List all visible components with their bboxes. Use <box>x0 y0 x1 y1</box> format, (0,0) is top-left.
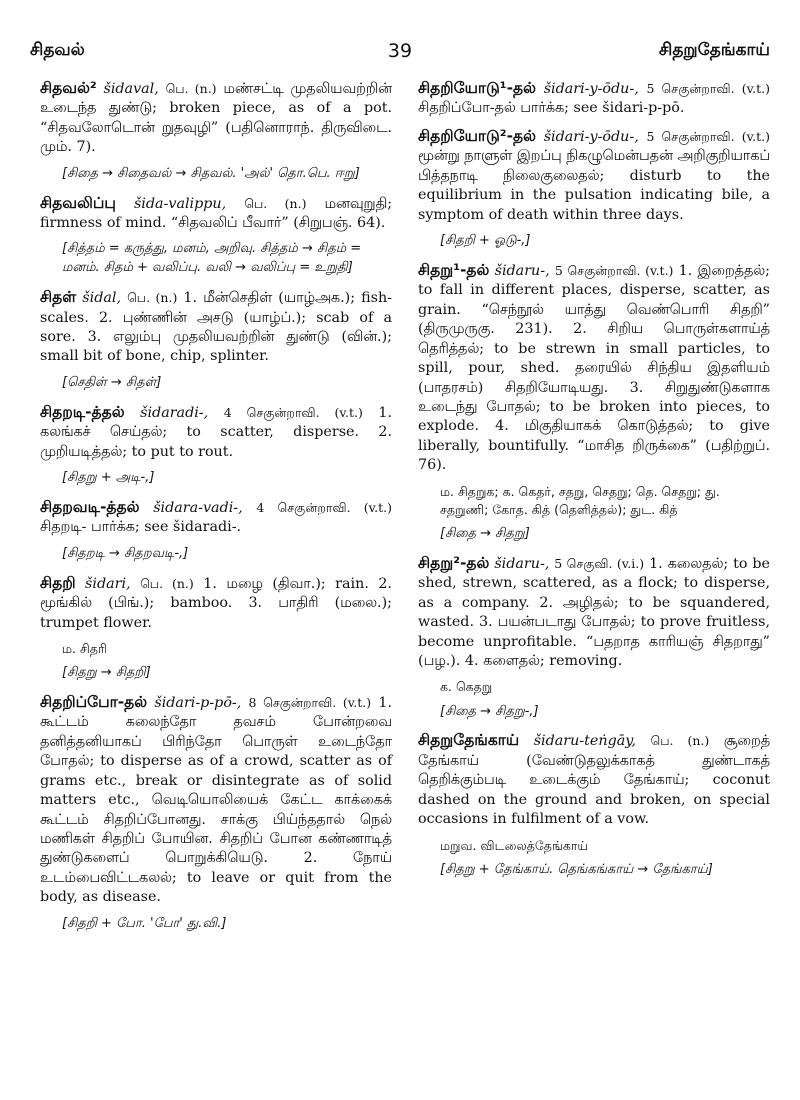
header-right-guide-word: சிதறுதேங்காய் <box>659 40 770 60</box>
dictionary-entry <box>40 402 392 462</box>
dictionary-entry <box>418 553 770 672</box>
entry-transliteration: šidaval, <box>103 81 159 97</box>
dictionary-entry <box>40 573 392 633</box>
entry-definition: 1. கூட்டம் கலைந்தோ தவசம் போன்றவை தனித்தனியாகப் பிரிந்தோ பொருள் உடைந்தோ போதல்; to disperse as of a crowd, scatter as of grams etc., break or disintegrate as of solid matters etc., வெடியொலியைக் கேட்ட காக்கைக் கூட்டம் சிதறிப்போனது. சாக்கு பிய்ந்ததால் நெல் மணிகள் சிதறிப் போயின. சிதறிப் போன கண்ணாடித் துண்டுகளைப் பொறுக்கியெடு. 2. நோய் உடம்பைவிட்டகலல்; to leave or quit from the body, as disease. <box>40 694 392 906</box>
entry-headword: சிதறிப்போ-தல் <box>40 692 148 711</box>
dictionary-entry <box>418 78 770 119</box>
entry-etymology: [சிதறி + ஓடு-,] <box>440 233 531 249</box>
entry-grammar: பெ. (n.) <box>165 81 217 96</box>
entry-definition: சிதறிப்போ-தல் பார்க்க; see šidari-p-pō. <box>418 100 685 117</box>
dictionary-entry <box>418 730 770 829</box>
entry-etymology: [சிதறு + தேங்காய். தெங்கங்காய் → தேங்காய்] <box>440 861 713 877</box>
entry-headword: சிதறி <box>40 573 76 592</box>
entry-etymology: [சிதறடி → சிதறவடி-,] <box>62 545 189 561</box>
entry-transliteration: šidal, <box>82 290 121 307</box>
entry-cognates: ம. சிதறுக; க. கெதர், சதறு, செதறு; தெ. செதறு; து. சதறுணி; கோத. கித் (தெளித்தல்); துட. கித் <box>440 483 720 517</box>
entry-cognates: மறுவ. விடலைத்தேங்காய் <box>440 837 589 853</box>
entry-definition: மண்சட்டி முதலியவற்றின் உடைந்த துண்டு; broken piece, as of a pot. “சிதவலோடொன் றுதவுழி” (பதினொராந். திருவிடை. மும். 7). <box>40 81 393 156</box>
entry-headword: சிதறடி-த்தல் <box>40 402 125 421</box>
entry-grammar: 5 செகுன்றாவி. (v.t.) <box>646 128 771 144</box>
entry-headword: சிதறியோடு²-தல் <box>418 126 536 145</box>
entry-transliteration: šidari-y-ōdu-, <box>543 81 639 97</box>
entry-etymology: [செதிள் → சிதள்] <box>62 374 162 390</box>
entry-definition: 1. இறைத்தல்; to fall in different places, disperse, scatter, as grain. “செந்நூல் யாத்து வெண்பொரி சிதறி” (திருமுருகு. 231). 2. சிறிய பொருள்களாய்த் தெரித்தல்; to be strewn in small particles, to spill, pour, shed. தரையில் சிந்திய இதளியம் (பாதரசம்) சிதறியோடியது. 3. சிறுதுண்டுகளாக உடைந்து போதல்; to be broken into pieces, to explode. 4. மிகுதியாகக் கொடுத்தல்; to give liberally, bountifully. “மாசித றிருக்கை” (பதிற்றுப். 76). <box>418 262 770 474</box>
entry-etymology: [சிதறு → சிதறி] <box>62 665 151 681</box>
entry-grammar: 8 செகுன்றாவி. (v.t.) <box>248 694 372 710</box>
entry-headword: சிதள் <box>40 288 77 307</box>
dictionary-entry <box>40 78 392 158</box>
entry-cognates: ம. சிதரி <box>62 640 107 656</box>
entry-etymology: [சிதறி + போ. 'போ' து.வி.] <box>62 915 227 931</box>
entry-grammar: 4 செகுன்றாவி. (v.t.) <box>256 499 393 515</box>
entry-transliteration: šida-valippu, <box>133 195 227 212</box>
dictionary-entry <box>418 126 770 225</box>
entry-transliteration: šidari-y-ōdu-, <box>543 128 639 145</box>
dictionary-entry <box>40 692 392 908</box>
entry-etymology: [சிதை → சிதறு] <box>440 525 530 541</box>
entry-etymology: [சிதை → சிதைவல் → சிதவல். 'அல்' தொ.பெ. ஈறு] <box>62 165 360 181</box>
entry-headword: சிதவலிப்பு <box>40 193 116 212</box>
right-column <box>418 78 770 1080</box>
entry-definition: மூன்று நாளுள் இறப்பு நிகழுமென்பதன் அறிகுறியாகப் பித்தநாடி நிலைகுலைதல்; disturb to the equilibrium in the pulsation indicating bile, a symptom of death within three days. <box>418 148 770 223</box>
entry-transliteration: šidari-p-pō-, <box>154 694 242 711</box>
entry-grammar: பெ. (n.) <box>140 575 194 591</box>
entry-headword: சிதறியோடு¹-தல் <box>418 79 536 97</box>
entry-grammar: பெ. (n.) <box>244 195 307 211</box>
dictionary-entry <box>40 193 392 234</box>
entry-etymology: [சிதை → சிதறு-,] <box>440 703 539 719</box>
dictionary-entry <box>40 497 392 538</box>
entry-grammar: 5 செகுன்றாவி. (v.t.) <box>554 262 674 278</box>
entry-grammar: 5 செகுன்றாவி. (v.t.) <box>646 81 771 96</box>
entry-headword: சிதவல்² <box>40 79 97 97</box>
entry-columns <box>40 78 770 1080</box>
entry-definition: சிதறடி- பார்க்க; see šidaradi-. <box>40 519 242 536</box>
entry-grammar: பெ. (n.) <box>127 290 178 306</box>
entry-definition: 1. மழை (திவா.); rain. 2. மூங்கில் (பிங்.); bamboo. 3. பாதிரி (மலை.); trumpet flower. <box>40 575 392 631</box>
page-number: 39 <box>387 40 413 62</box>
entry-transliteration: šidaru-, <box>494 262 550 279</box>
entry-cognates: க. கெதறு <box>440 679 493 695</box>
entry-transliteration: šidaradi-, <box>140 404 209 421</box>
entry-transliteration: šidaru-teṅgāy, <box>533 733 636 750</box>
left-column <box>40 78 392 1080</box>
entry-definition: 1. கலைதல்; to be shed, strewn, scattered, as a flock; to disperse, as a company. 2. அழிதல்; to be squandered, wasted. 3. பயன்படாது போதல்; to prove fruitless, become unprofitable. “பதறாத காரியஞ் சிதறாது” (பழ.). 4. களைதல்; removing. <box>418 555 771 669</box>
entry-transliteration: šidaru-, <box>494 555 550 572</box>
entry-transliteration: šidari, <box>85 575 131 592</box>
entry-etymology: [சித்தம் = கருத்து, மனம், அறிவு. சித்தம் → சிதம் = மனம். சிதம் + வலிப்பு. வலி → வலிப்பு = உறுதி] <box>62 241 362 276</box>
entry-definition: 1. கலங்கச் செய்தல்; to scatter, disperse. 2. முறியடித்தல்; to put to rout. <box>40 404 393 460</box>
entry-headword: சிதறவடி-த்தல் <box>40 497 140 516</box>
entry-headword: சிதறு¹-தல் <box>418 260 490 279</box>
header-left-guide-word: சிதவல் <box>30 40 85 60</box>
entry-headword: சிதறுதேங்காய் <box>418 731 520 750</box>
entry-etymology: [சிதறு + அடி-,] <box>62 470 155 486</box>
entry-grammar: பெ. (n.) <box>650 733 710 749</box>
entry-definition: சூறைத் தேங்காய் (வேண்டுதலுக்காகத் துண்டாகத் தெறிக்கும்படி உடைக்கும் தேங்காய்; coconut dashed on the ground and broken, on special occasions in fulfilment of a vow. <box>418 733 771 828</box>
page-header <box>30 40 770 70</box>
entry-transliteration: šidara-vadi-, <box>153 499 243 516</box>
entry-definition: மனவுறுதி; firmness of mind. “சிதவலிப் பீவார்” (சிறுபஞ். 64). <box>40 195 393 232</box>
entry-grammar: 5 செகுவி. (v.i.) <box>554 555 645 571</box>
dictionary-entry <box>418 260 770 476</box>
entry-definition: 1. மீன்செதிள் (யாழ்அக.); fish-scales. 2. புண்ணின் அசடு (யாழ்ப்.); scab of a sore. 3. எலும்பு முதலியவற்றின் துண்டு (வின்.); small bit of bone, chip, splinter. <box>40 290 392 365</box>
entry-headword: சிதறு²-தல் <box>418 553 490 572</box>
entry-grammar: 4 செகுன்றாவி. (v.t.) <box>223 404 363 420</box>
dictionary-entry <box>40 287 392 367</box>
